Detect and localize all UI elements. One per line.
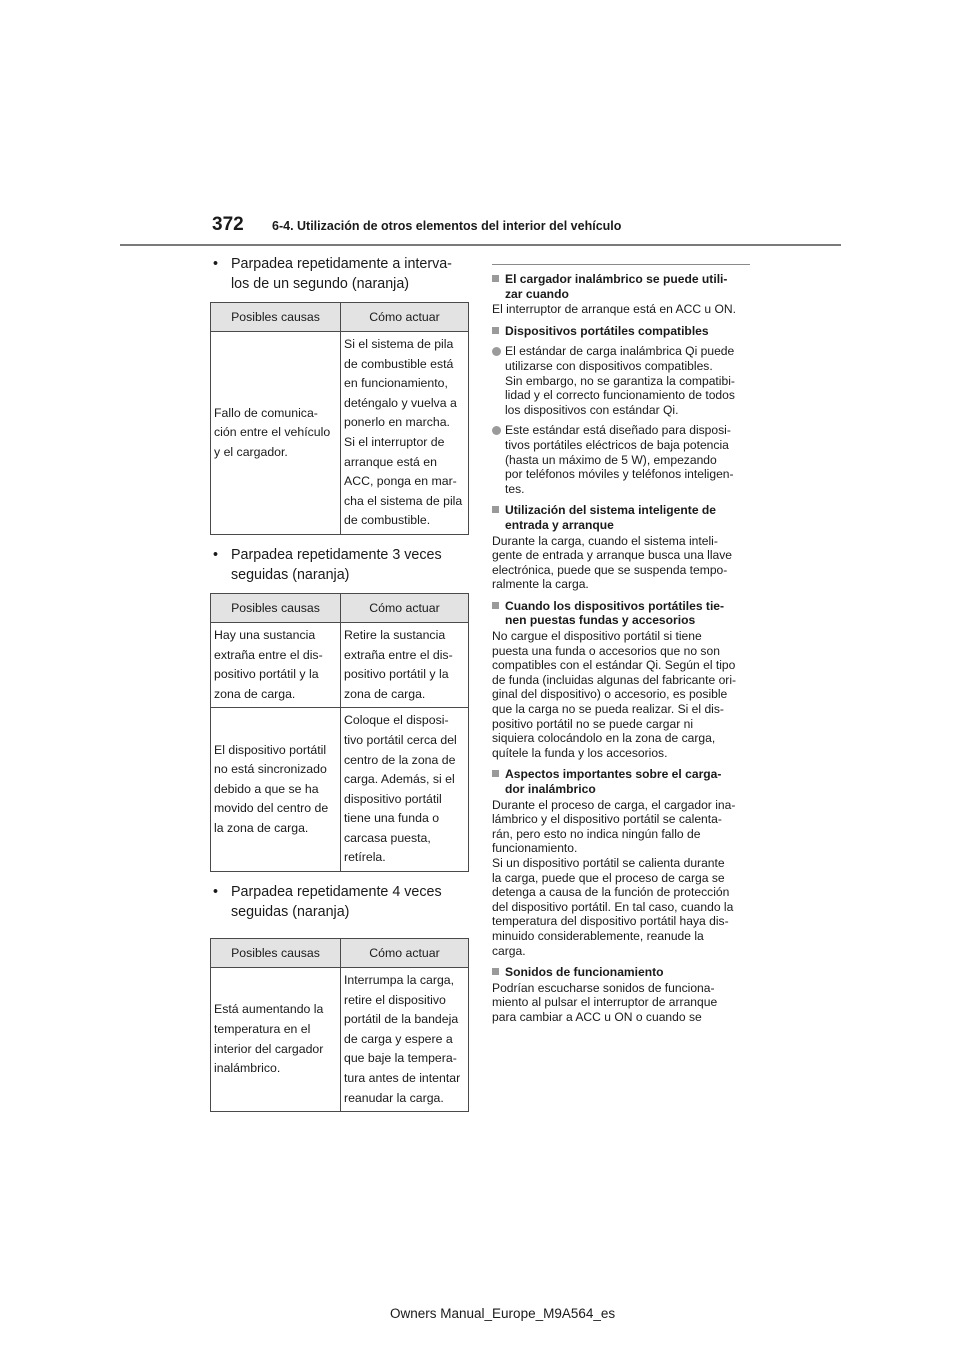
- paragraph: [492, 629, 750, 760]
- text-line: ginal del dispositivo) o accesorio, es posible: [492, 687, 728, 702]
- heading-line: Parpadea repetidamente 4 veces: [231, 884, 442, 901]
- text-line: No cargue el dispositivo portátil si tiene: [492, 629, 702, 644]
- heading-line: dor inalámbrico: [505, 782, 596, 796]
- cell-line: temperatura en el: [214, 1022, 311, 1037]
- cell-line: retírela.: [344, 850, 386, 865]
- bullet-heading: [213, 882, 470, 922]
- table-header-row: [211, 593, 469, 622]
- heading-line: Sonidos de funcionamiento: [505, 965, 664, 980]
- column-header: Posibles causas: [211, 303, 341, 332]
- table-row: [211, 622, 469, 707]
- bullet-dot: •: [213, 546, 219, 563]
- column-header: Posibles causas: [211, 593, 341, 622]
- square-bullet-icon: [492, 968, 499, 975]
- heading-line: los de un segundo (naranja): [231, 276, 410, 292]
- causes-table: [210, 593, 469, 872]
- heading-line: entrada y arranque: [505, 517, 614, 532]
- text-line: (hasta un máximo de 5 W), empezando: [505, 452, 717, 467]
- text-line: Si un dispositivo portátil se calienta durante: [492, 855, 725, 870]
- cell-line: zona de carga.: [344, 686, 426, 701]
- cell-line: reanudar la carga.: [344, 1090, 444, 1105]
- text-line: electrónica, puede que se suspenda tempo-: [492, 562, 728, 577]
- cell-line: interior del cargador: [214, 1041, 324, 1056]
- subsection-heading: [492, 767, 750, 796]
- cell-line: en funcionamiento,: [344, 376, 448, 391]
- text-line: funcionamiento.: [492, 841, 578, 856]
- cell-line: ción entre el vehículo: [214, 425, 331, 440]
- text-line: Sin embargo, no se garantiza la compatibi-: [505, 373, 735, 388]
- cell-line: que baje la tempera-: [344, 1051, 457, 1066]
- bullet-heading: [213, 545, 470, 585]
- cell-line: positivo portátil y la: [214, 667, 319, 682]
- cell-line: Coloque el disposi-: [344, 713, 449, 728]
- subsection-heading: [492, 599, 750, 628]
- heading-line: Parpadea repetidamente a interva-: [231, 256, 452, 272]
- cell-line: debido a que se ha: [214, 781, 319, 796]
- text-line: siquiera colocándolo en la zona de carga,: [492, 731, 716, 746]
- cell-line: cha el sistema de pila: [344, 493, 463, 508]
- cell-line: dispositivo portátil: [344, 791, 442, 806]
- text-line: ralmente la carga.: [492, 577, 589, 592]
- cell-line: El dispositivo portátil: [214, 742, 327, 757]
- column-rule: [492, 264, 750, 265]
- heading-line: El cargador inalámbrico se puede utili-: [505, 272, 728, 286]
- paragraph: [492, 981, 750, 1025]
- text-line: para cambiar a ACC u ON o cuando se: [492, 1009, 702, 1024]
- cell-line: portátil de la bandeja: [344, 1012, 459, 1027]
- bullet-dot: •: [213, 884, 219, 901]
- cell-line: positivo portátil y la: [344, 667, 449, 682]
- cell-line: carcasa puesta,: [344, 830, 431, 845]
- subsection-heading: [492, 965, 750, 980]
- text-line: puesta una funda o accesorios que no son: [492, 643, 720, 658]
- text-line: Este estándar está diseñado para disposi-: [505, 423, 731, 438]
- cell-line: la zona de carga.: [214, 821, 309, 836]
- cell-line: Interrumpa la carga,: [344, 973, 455, 988]
- table-row: [211, 968, 469, 1112]
- action-cell: [341, 332, 469, 535]
- text-line: carga.: [492, 943, 526, 958]
- right-column: [492, 264, 750, 1025]
- text-line: miento al pulsar el interruptor de arranque: [492, 995, 718, 1010]
- heading-line: Dispositivos portátiles compatibles: [505, 323, 709, 338]
- square-bullet-icon: [492, 770, 499, 777]
- cause-cell: [211, 968, 341, 1112]
- cell-line: inalámbrico.: [214, 1061, 281, 1076]
- header-rule: [120, 244, 841, 246]
- column-header: Posibles causas: [211, 939, 341, 968]
- text-line: lidad y el correcto funcionamiento de todos: [505, 388, 735, 403]
- bullet-heading: [213, 254, 470, 294]
- text-line: gente de entrada y arranque busca una llave: [492, 548, 733, 563]
- text-line: minuido considerablemente, reanude la: [492, 928, 704, 943]
- paragraph: [492, 302, 750, 317]
- text-line: la carga, puede que el proceso de carga se: [492, 870, 725, 885]
- text-line: El interruptor de arranque está en ACC u ON.: [492, 302, 737, 317]
- cell-line: Fallo de comunica-: [214, 405, 318, 420]
- list-item: [492, 423, 750, 496]
- cell-line: movido del centro de: [214, 801, 329, 816]
- circle-bullet-icon: [492, 426, 501, 435]
- text-line: que la carga no se pueda realizar. Si el dis-: [492, 702, 724, 717]
- cell-line: deténgalo y vuelva a: [344, 395, 457, 410]
- text-line: positivo portátil no se puede cargar ni: [492, 716, 694, 731]
- cause-cell: [211, 622, 341, 707]
- table-row: [211, 332, 469, 535]
- cell-line: de carga y espere a: [344, 1031, 453, 1046]
- cell-line: Retire la sustancia: [344, 627, 446, 642]
- text-line: tivos portátiles eléctricos de baja potencia: [505, 437, 729, 452]
- text-line: rán, pero esto no indica ningún fallo de: [492, 826, 701, 841]
- text-line: de funda (incluidas algunas del fabricante ori-: [492, 672, 737, 687]
- text-line: los dispositivos con estándar Qi.: [505, 402, 679, 417]
- cell-line: zona de carga.: [214, 686, 296, 701]
- text-line: Durante la carga, cuando el sistema inteli-: [492, 533, 718, 548]
- cell-line: retire el dispositivo: [344, 992, 446, 1007]
- subsection-heading: [492, 324, 750, 339]
- action-cell: [341, 622, 469, 707]
- column-header: Cómo actuar: [341, 303, 469, 332]
- table-header-row: [211, 303, 469, 332]
- page-number: 372: [212, 214, 244, 235]
- cause-cell: [211, 332, 341, 535]
- cell-line: arranque está en: [344, 454, 437, 469]
- heading-line: Utilización del sistema inteligente de: [505, 503, 717, 518]
- cell-line: carga. Además, si el: [344, 772, 455, 787]
- list-item: [492, 344, 750, 417]
- action-cell: [341, 708, 469, 872]
- text-line: lámbrico y el dispositivo portátil se calenta-: [492, 812, 722, 827]
- heading-line: zar cuando: [505, 286, 569, 301]
- heading-line: seguidas (naranja): [231, 904, 350, 921]
- paragraph: [492, 534, 750, 592]
- table-header-row: [211, 939, 469, 968]
- cell-line: de combustible está: [344, 356, 454, 371]
- text-line: quítele la funda y los accesorios.: [492, 745, 668, 760]
- heading-line: Aspectos importantes sobre el carga-: [505, 767, 722, 782]
- text-line: compatibles con el estándar Qi. Según el tipo: [492, 658, 736, 673]
- circle-bullet-icon: [492, 347, 501, 356]
- cell-line: y el cargador.: [214, 444, 288, 459]
- cell-line: ponerlo en marcha.: [344, 415, 450, 430]
- cell-line: no está sincronizado: [214, 762, 327, 777]
- heading-line: Parpadea repetidamente 3 veces: [231, 546, 442, 563]
- paragraph: [492, 798, 750, 959]
- section-title: 6-4. Utilización de otros elementos del interior del vehículo: [272, 219, 622, 233]
- cell-line: extraña entre el dis-: [344, 647, 453, 662]
- text-line: Podrían escucharse sonidos de funciona-: [492, 980, 715, 995]
- text-line: Durante el proceso de carga, el cargador ina-: [492, 797, 736, 812]
- bullet-dot: •: [213, 256, 219, 272]
- text-line: detenga a causa de la función de protección: [492, 885, 730, 900]
- cell-line: Si el interruptor de: [344, 434, 445, 449]
- subsection-heading: [492, 503, 750, 532]
- text-line: temperatura del dispositivo portátil haya dis-: [492, 914, 729, 929]
- causes-table: [210, 302, 469, 535]
- cell-line: Hay una sustancia: [214, 627, 316, 642]
- cell-line: tivo portátil cerca del: [344, 732, 457, 747]
- cause-cell: [211, 708, 341, 872]
- text-line: tes.: [505, 481, 525, 496]
- cell-line: tura antes de intentar: [344, 1071, 461, 1086]
- table-row: [211, 708, 469, 872]
- cell-line: de combustible.: [344, 513, 431, 528]
- column-header: Cómo actuar: [341, 593, 469, 622]
- square-bullet-icon: [492, 506, 499, 513]
- heading-line: nen puestas fundas y accesorios: [505, 613, 696, 628]
- footer-text: Owners Manual_Europe_M9A564_es: [390, 1306, 616, 1321]
- square-bullet-icon: [492, 275, 499, 282]
- cell-line: Si el sistema de pila: [344, 337, 454, 351]
- square-bullet-icon: [492, 327, 499, 334]
- subsection-heading: [492, 272, 750, 301]
- cell-line: centro de la zona de: [344, 752, 456, 767]
- text-line: utilizarse con dispositivos compatibles.: [505, 358, 713, 373]
- action-cell: [341, 968, 469, 1112]
- heading-line: Cuando los dispositivos portátiles tie-: [505, 598, 725, 613]
- cell-line: extraña entre el dis-: [214, 647, 323, 662]
- cell-line: ACC, ponga en mar-: [344, 474, 457, 489]
- square-bullet-icon: [492, 602, 499, 609]
- left-column: [210, 254, 470, 1112]
- text-line: por teléfonos móviles y teléfonos inteligen-: [505, 467, 734, 482]
- cell-line: tiene una funda o: [344, 811, 440, 826]
- text-line: del dispositivo portátil. En tal caso, cuando la: [492, 899, 734, 914]
- heading-line: seguidas (naranja): [231, 566, 350, 583]
- causes-table: [210, 938, 469, 1112]
- text-line: El estándar de carga inalámbrica Qi puede: [505, 344, 735, 359]
- column-header: Cómo actuar: [341, 939, 469, 968]
- cell-line: Está aumentando la: [214, 1002, 324, 1017]
